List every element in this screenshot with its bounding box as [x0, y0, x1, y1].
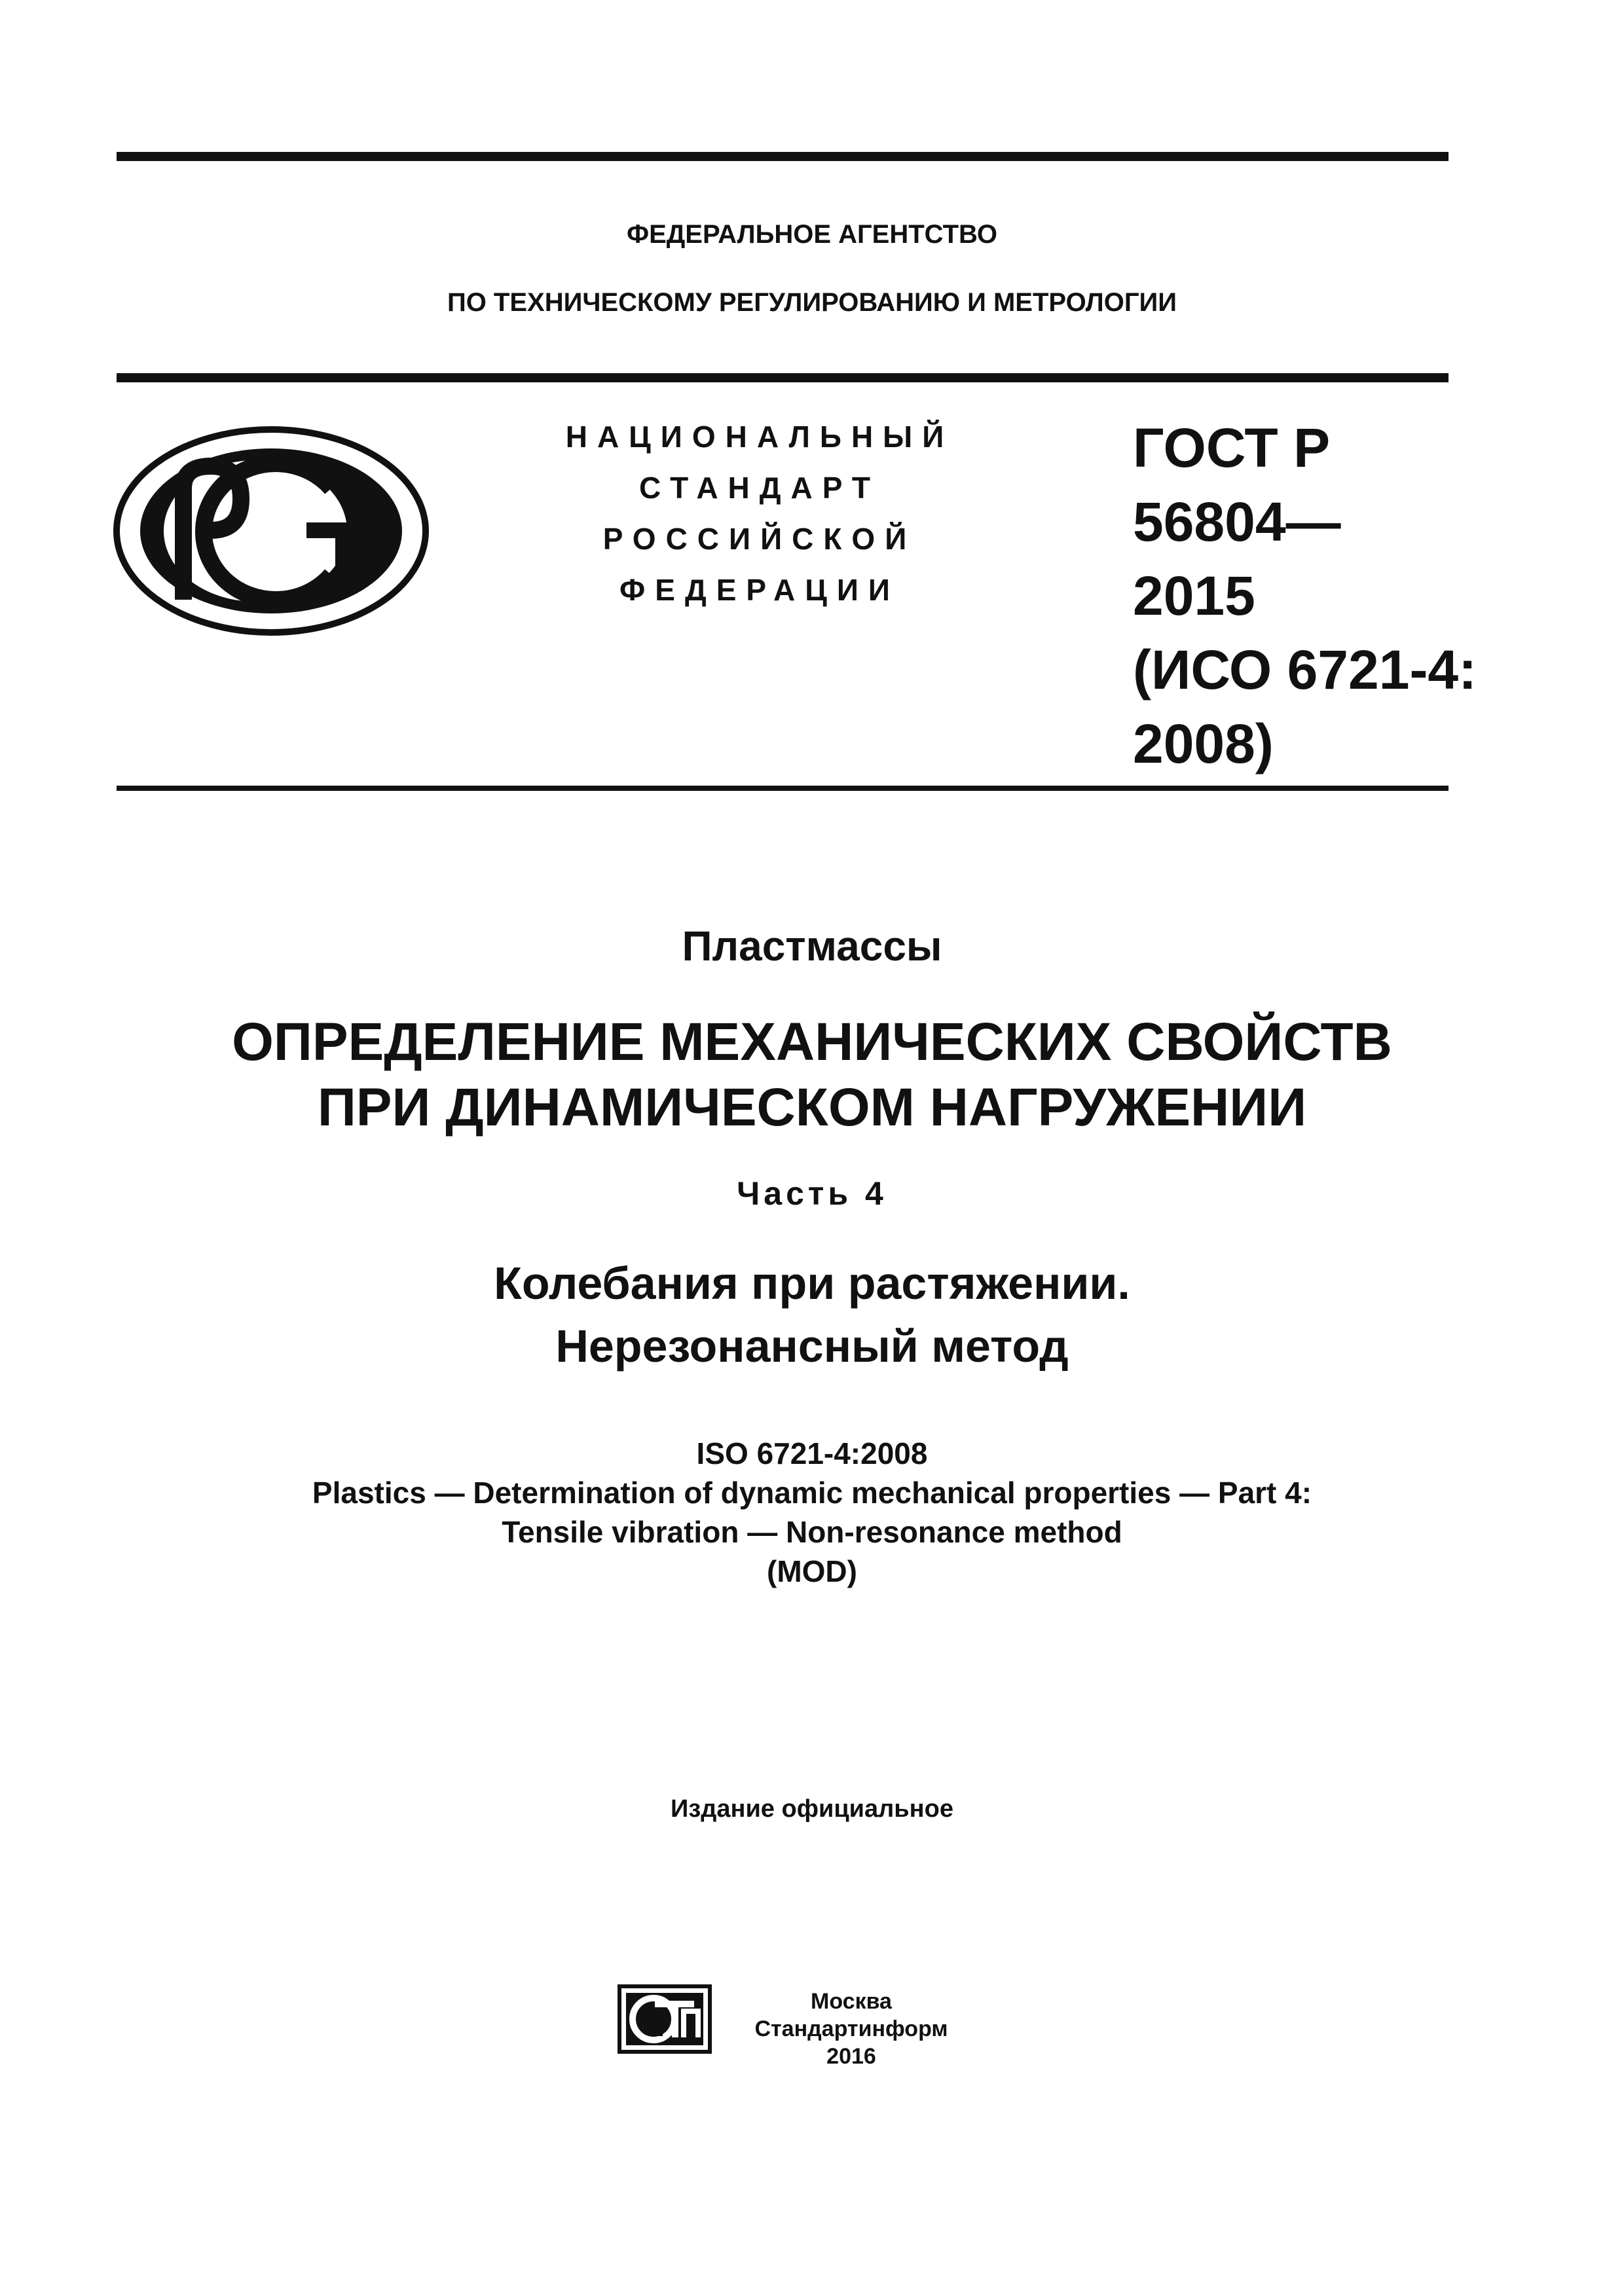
publisher-city: Москва	[811, 1989, 892, 2014]
standard-type-line-3: РОССИЙСКОЙ	[602, 522, 917, 556]
title-sub-line-1: Колебания при растяжении.	[494, 1258, 1130, 1309]
designation-line-4: (ИСО 6721-4:	[1133, 639, 1477, 701]
iso-line-2: Plastics — Determination of dynamic mechanical properties — Part 4:	[312, 1476, 1312, 1510]
publisher-name: Стандартинформ	[754, 2016, 948, 2041]
title-main-line-2: ПРИ ДИНАМИЧЕСКОМ НАГРУЖЕНИИ	[317, 1078, 1307, 1137]
iso-line-3: Tensile vibration — Non-resonance method	[502, 1515, 1122, 1549]
publisher-year: 2016	[826, 2044, 876, 2069]
rst-logo-icon	[113, 426, 430, 636]
iso-line-1: ISO 6721-4:2008	[696, 1436, 928, 1470]
designation-line-5: 2008)	[1133, 713, 1274, 774]
standard-type-line-4: ФЕДЕРАЦИИ	[619, 573, 900, 607]
title-main-line-1: ОПРЕДЕЛЕНИЕ МЕХАНИЧЕСКИХ СВОЙСТВ	[232, 1012, 1392, 1072]
designation-line-1: ГОСТ Р	[1133, 417, 1331, 479]
title-subject: Пластмассы	[682, 922, 942, 970]
title-part: Часть 4	[737, 1175, 887, 1212]
header-bottom-rule	[117, 786, 1449, 791]
agency-rule	[117, 373, 1449, 382]
designation-line-3: 2015	[1133, 565, 1255, 627]
agency-line-1: ФЕДЕРАЛЬНОЕ АГЕНТСТВО	[626, 220, 998, 249]
agency-line-2: ПО ТЕХНИЧЕСКОМУ РЕГУЛИРОВАНИЮ И МЕТРОЛОГИИ	[447, 288, 1177, 317]
edition-label: Издание официальное	[671, 1795, 953, 1823]
standard-type-line-2: СТАНДАРТ	[639, 471, 880, 505]
designation-line-2: 56804—	[1133, 491, 1341, 553]
iso-line-4: (MOD)	[767, 1554, 857, 1588]
top-rule	[117, 152, 1449, 161]
title-sub-line-2: Нерезонансный метод	[555, 1321, 1069, 1372]
standartinform-logo-icon	[616, 1982, 714, 2056]
standard-type-line-1: НАЦИОНАЛЬНЫЙ	[565, 420, 954, 454]
